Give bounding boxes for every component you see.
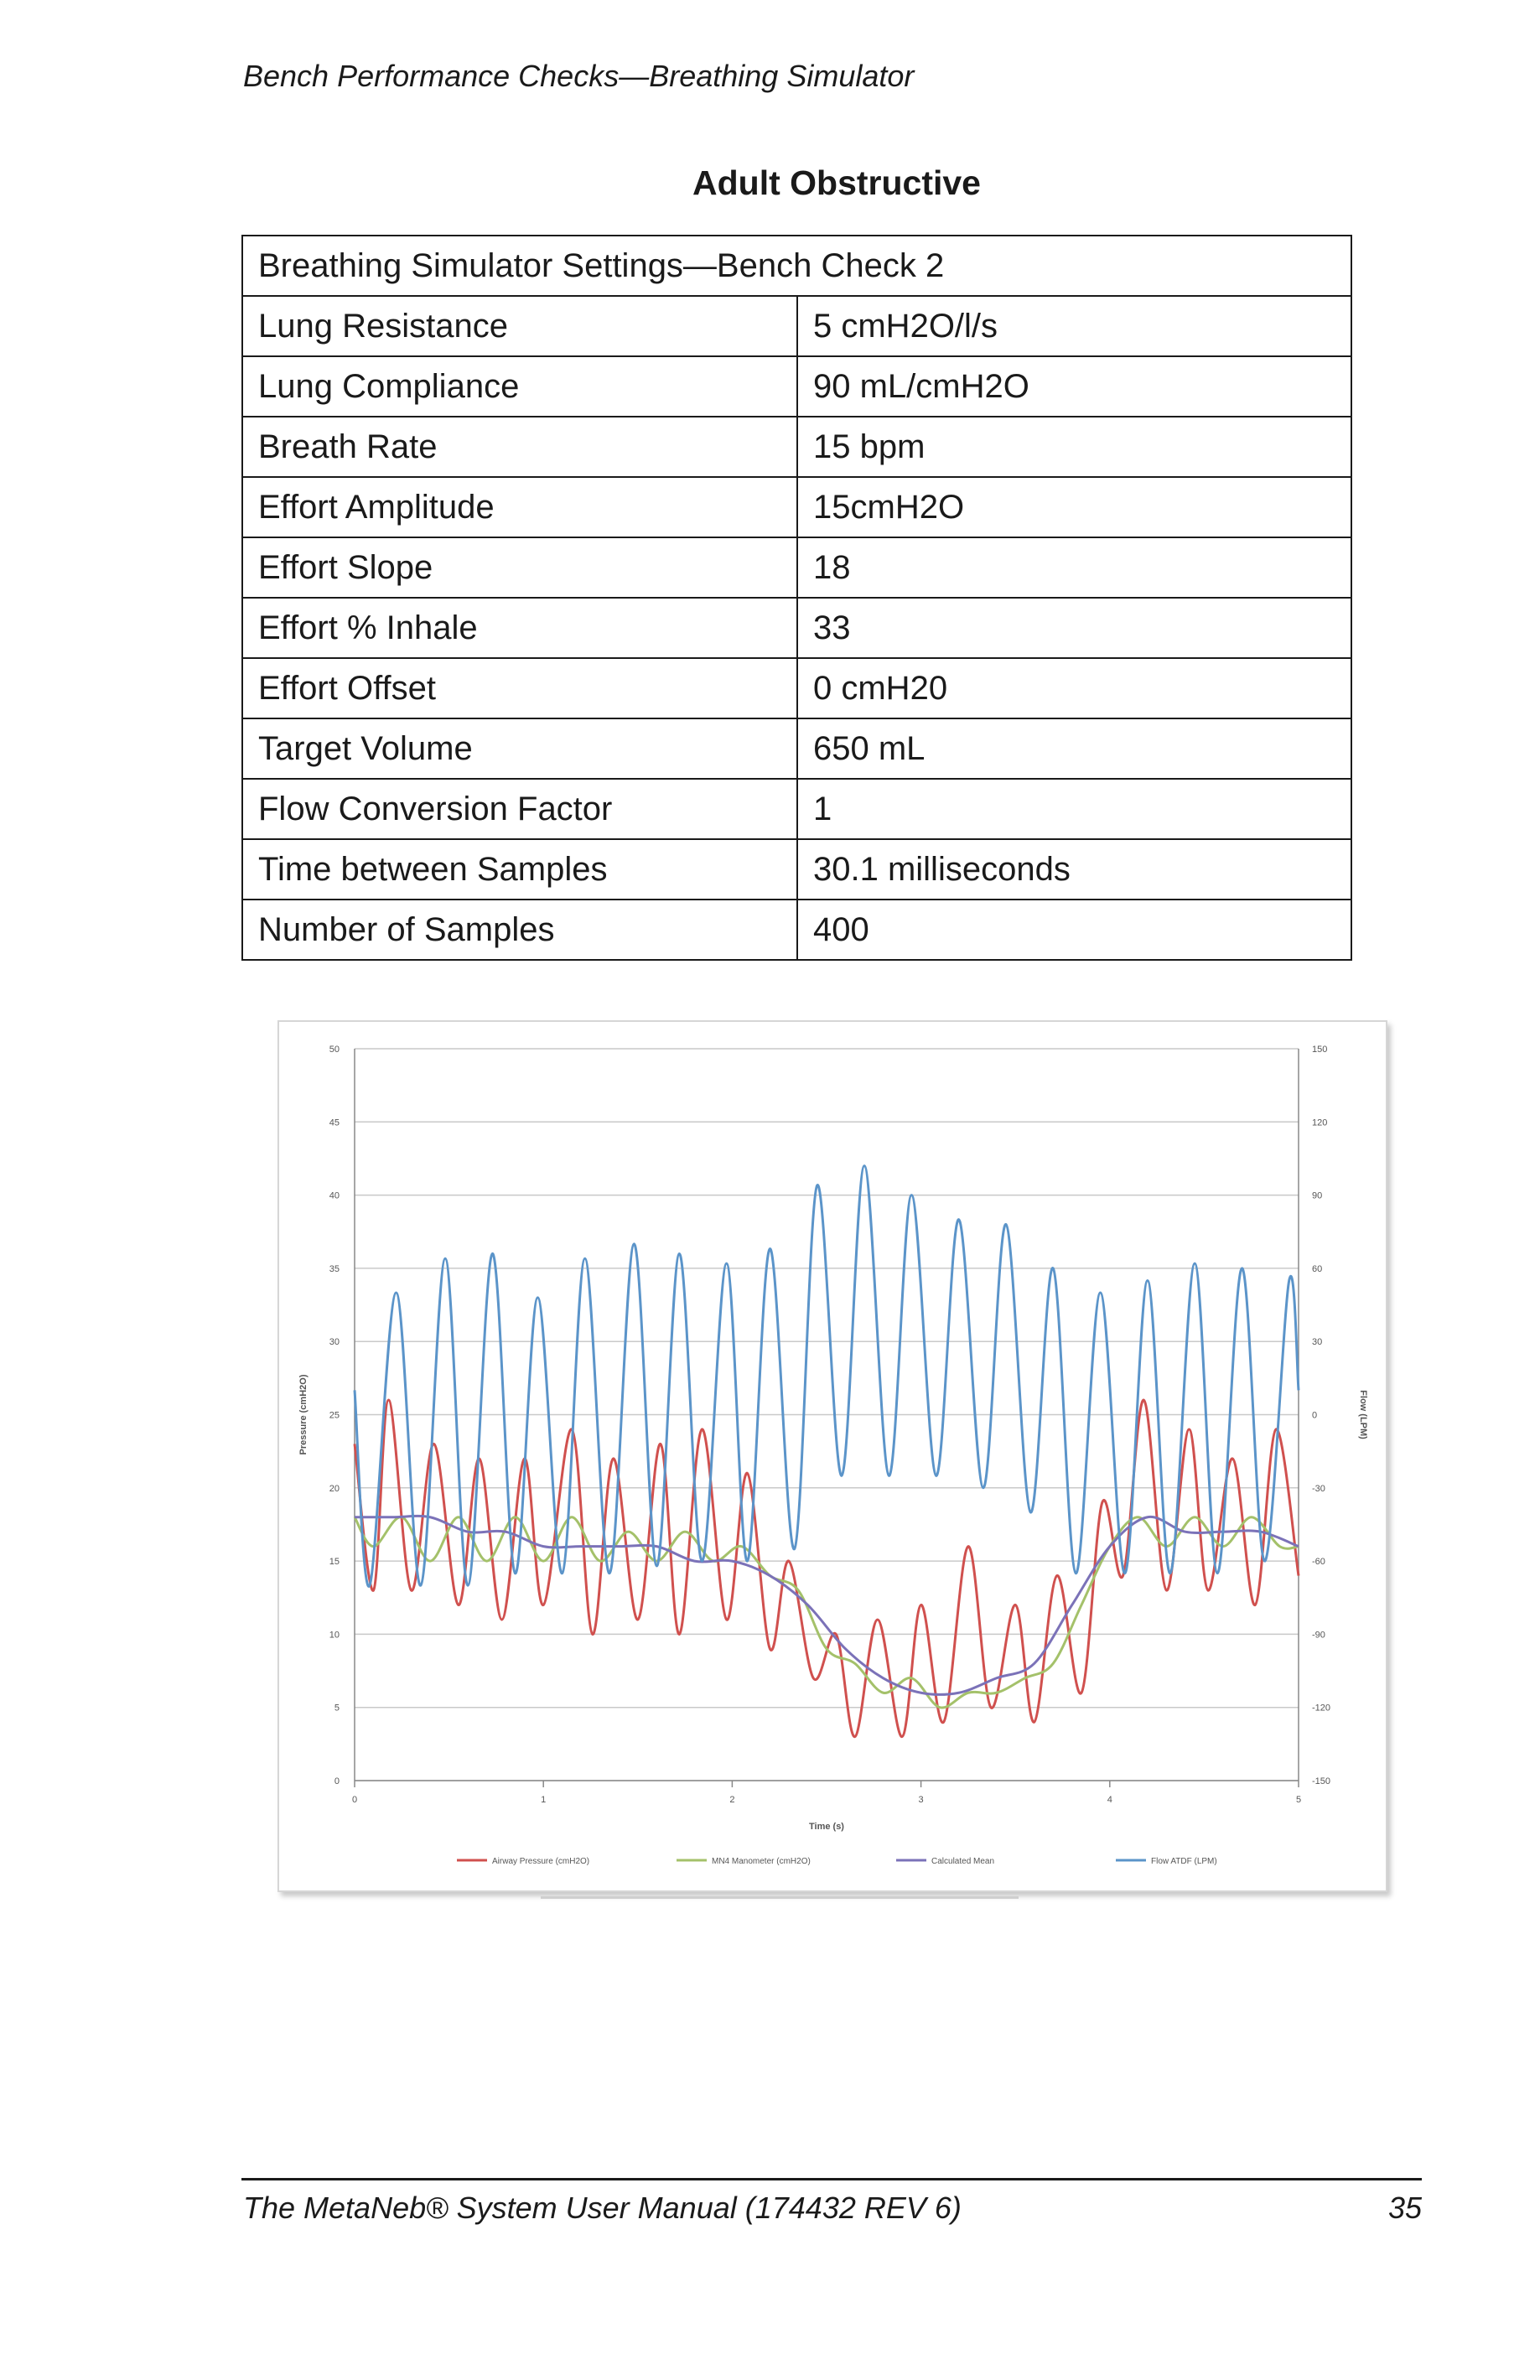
settings-row (242, 356, 1351, 417)
settings-table (241, 235, 1352, 961)
y-tick-label: 25 (329, 1410, 340, 1421)
setting-label: Number of Samples (242, 900, 797, 960)
section-title: Adult Obstructive (692, 163, 981, 202)
y2-tick-label: 90 (1312, 1190, 1323, 1201)
page-number: 35 (1387, 2191, 1422, 2225)
y2-tick-label: -60 (1312, 1557, 1325, 1568)
setting-label: Effort Amplitude (242, 477, 797, 537)
pressure-flow-chart (277, 1020, 1387, 1892)
y-tick-label: 40 (329, 1190, 340, 1201)
settings-row (242, 537, 1351, 598)
y-tick-label: 15 (329, 1557, 340, 1568)
setting-value: 33 (797, 598, 1351, 658)
settings-row (242, 779, 1351, 839)
legend-label: MN4 Manometer (cmH2O) (712, 1857, 811, 1866)
settings-row (242, 598, 1351, 658)
setting-value: 15 bpm (797, 417, 1351, 477)
settings-caption-row (242, 236, 1351, 296)
running-head: Bench Performance Checks—Breathing Simulator (243, 59, 915, 93)
series-line (355, 1516, 1299, 1694)
setting-value: 5 cmH2O/l/s (797, 296, 1351, 356)
settings-row (242, 718, 1351, 779)
setting-label: Lung Compliance (242, 356, 797, 417)
y2-tick-label: 30 (1312, 1337, 1323, 1348)
settings-row (242, 900, 1351, 960)
y2-tick-label: 60 (1312, 1263, 1323, 1274)
settings-row (242, 296, 1351, 356)
y2-tick-label: -120 (1312, 1703, 1331, 1714)
y-tick-label: 5 (334, 1703, 340, 1714)
x-tick-label: 4 (1107, 1795, 1112, 1805)
setting-value: 0 cmH20 (797, 658, 1351, 718)
y2-tick-label: 120 (1312, 1117, 1328, 1128)
settings-row (242, 839, 1351, 900)
y-tick-label: 20 (329, 1483, 340, 1494)
y-axis-label: Pressure (cmH2O) (298, 1374, 309, 1455)
y-tick-label: 30 (329, 1337, 340, 1348)
setting-label: Effort % Inhale (242, 598, 797, 658)
y-tick-label: 50 (329, 1045, 340, 1055)
x-tick-label: 1 (541, 1795, 547, 1805)
setting-value: 1 (797, 779, 1351, 839)
x-axis-label: Time (s) (809, 1822, 844, 1832)
settings-table-body (242, 236, 1351, 960)
setting-value: 650 mL (797, 718, 1351, 779)
settings-row (242, 417, 1351, 477)
setting-value: 90 mL/cmH2O (797, 356, 1351, 417)
footer-rule (241, 2178, 1422, 2180)
setting-value: 15cmH2O (797, 477, 1351, 537)
legend-label: Flow ATDF (LPM) (1151, 1857, 1217, 1866)
chart-shadow-decoration (541, 1896, 1019, 1899)
settings-caption: Breathing Simulator Settings—Bench Check 2 (242, 236, 1351, 296)
setting-value: 30.1 milliseconds (797, 839, 1351, 900)
legend-label: Airway Pressure (cmH2O) (492, 1857, 590, 1866)
x-tick-label: 0 (351, 1795, 358, 1805)
x-tick-label: 3 (918, 1795, 924, 1805)
setting-value: 18 (797, 537, 1351, 598)
settings-row (242, 477, 1351, 537)
series-line (355, 1400, 1299, 1737)
y2-tick-label: 0 (1312, 1410, 1318, 1421)
settings-row (242, 658, 1351, 718)
chart-svg (279, 1022, 1386, 1890)
x-tick-label: 2 (729, 1795, 735, 1805)
footer-manual-title: The MetaNeb® System User Manual (174432 REV 6) (243, 2191, 962, 2225)
y2-tick-label: -30 (1312, 1483, 1325, 1494)
y2-tick-label: 150 (1312, 1045, 1328, 1055)
y-tick-label: 0 (334, 1776, 340, 1786)
y2-axis-label: Flow (LPM) (1358, 1390, 1368, 1439)
setting-value: 400 (797, 900, 1351, 960)
y-tick-label: 35 (329, 1263, 340, 1274)
setting-label: Time between Samples (242, 839, 797, 900)
setting-label: Flow Conversion Factor (242, 779, 797, 839)
y-tick-label: 45 (329, 1117, 340, 1128)
setting-label: Lung Resistance (242, 296, 797, 356)
y2-tick-label: -150 (1312, 1776, 1331, 1786)
y2-tick-label: -90 (1312, 1630, 1325, 1641)
y-tick-label: 10 (329, 1630, 340, 1641)
x-tick-label: 5 (1295, 1795, 1302, 1805)
series-line (355, 1517, 1299, 1708)
setting-label: Effort Slope (242, 537, 797, 598)
setting-label: Target Volume (242, 718, 797, 779)
legend-label: Calculated Mean (931, 1857, 995, 1866)
setting-label: Effort Offset (242, 658, 797, 718)
setting-label: Breath Rate (242, 417, 797, 477)
